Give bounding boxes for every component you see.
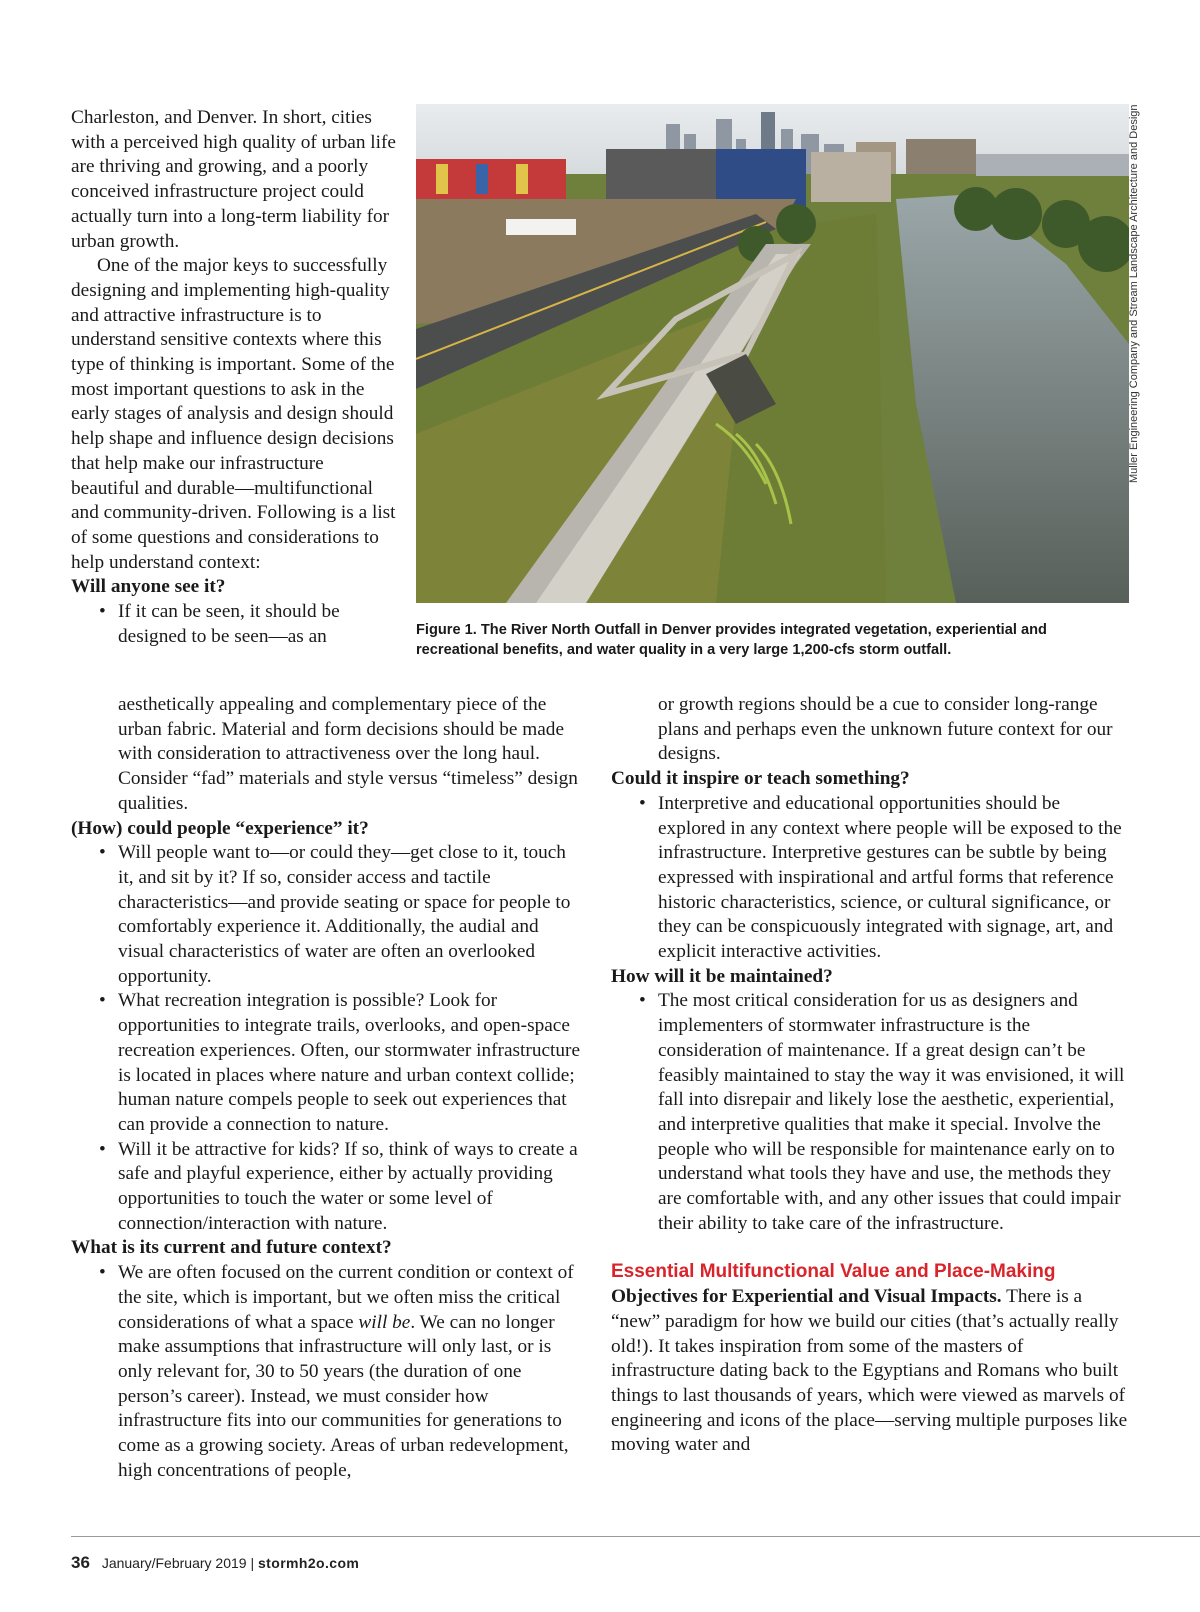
bullet-list-context-continued bbox=[611, 693, 1131, 767]
right-column bbox=[611, 693, 1131, 1458]
paragraph-intro: Charleston, and Denver. In short, cities with a perceived high quality of urban life are thriving and growing, and a poorly conceived infrastructure project could actually turn into a long-term liability for urban growth. bbox=[71, 107, 396, 252]
website-link[interactable]: stormh2o.com bbox=[258, 1555, 360, 1571]
bullet-list-context bbox=[71, 1261, 586, 1483]
bullet-list-see bbox=[71, 600, 396, 649]
heading-context: What is its current and future context? bbox=[71, 1237, 392, 1259]
page-footer bbox=[71, 1553, 359, 1573]
page-number: 36 bbox=[71, 1553, 90, 1572]
heading-experience-it: (How) could people “experience” it? bbox=[71, 817, 369, 839]
bullet-seen: • If it can be seen, it should be designed to be seen—as an bbox=[71, 600, 396, 649]
bullet-seen-continued: aesthetically appealing and complementary piece of the urban fabric. Material and form decisions should be made with consideration to attractiveness over the long haul. Consider “fad” materials and style versus “timeless” design qualities. bbox=[118, 694, 578, 814]
heading-inspire-teach: Could it inspire or teach something? bbox=[611, 768, 910, 790]
paragraph-keys: One of the major keys to successfully designing and implementing high-quality and attractive infrastructure is to understand sensitive contexts where this type of thinking is important. Some of the most important questions to ask in the early stages of analysis and design should help shape and influence design decisions that help make our infrastructure beautiful and durable—multifunctional and community-driven. Following is a list of some questions and considerations to help understand context: bbox=[71, 255, 396, 573]
bullet-list-experience bbox=[71, 841, 586, 1236]
bullet-get-close: • Will people want to—or could they—get close to it, touch it, and sit by it? If so, consider access and tactile characteristics—and provide seating or space for people to comfortably experience it. Additionally, the audial and visual characteristics of water are often an overlooked opportunity. bbox=[71, 841, 586, 989]
bullet-list-see-continued bbox=[71, 693, 586, 817]
figure-caption: Figure 1. The River North Outfall in Denver provides integrated vegetation, experiential and recreational benefits, and water quality in a very large 1,200-cfs storm outfall. bbox=[416, 622, 1047, 658]
heading-will-anyone-see-it: Will anyone see it? bbox=[71, 576, 226, 598]
emphasis-will-be: will be bbox=[358, 1311, 411, 1333]
river-north-outfall-photo bbox=[416, 104, 1129, 603]
bullet-list-inspire bbox=[611, 792, 1131, 965]
photo-credit: Muller Engineering Company and Stream Landscape Architecture and Design bbox=[1128, 104, 1140, 483]
bullet-current-condition-continued: or growth regions should be a cue to consider long-range plans and perhaps even the unknown future context for our designs. bbox=[658, 694, 1113, 765]
bullet-current-condition bbox=[71, 1261, 586, 1483]
bullet-interpretive: • Interpretive and educational opportunities should be explored in any context where people will be exposed to the infrastructure. Interpretive gestures can be subtle by being expressed with inspirational and artful forms that reference historic characteristics, science, or cultural significance, or they can be conspicuously integrated with signage, art, and explicit interactive activities. bbox=[611, 792, 1131, 965]
paragraph-objectives-lead: Objectives for Experiential and Visual Impacts. bbox=[611, 1286, 1002, 1308]
issue-date: January/February 2019 bbox=[101, 1555, 247, 1571]
bullet-maintenance: • The most critical consideration for us as designers and implementers of stormwater infrastructure is the consideration of maintenance. If a great design can’t be feasibly maintained to stay the way it was envisioned, it will fall into disrepair and likely lose the aesthetic, experiential, and interpretive qualities that make it special. Involve the people who will be responsible for maintenance early on to understand what tools they have and use, the methods they are comfortable with, and any other issues that could impair their ability to take care of the infrastructure. bbox=[611, 989, 1131, 1236]
left-column-bottom bbox=[71, 693, 586, 1484]
paragraph-objectives bbox=[611, 1285, 1131, 1458]
footer-divider bbox=[71, 1536, 1200, 1537]
left-column-top bbox=[71, 106, 396, 649]
section-heading: Essential Multifunctional Value and Place-Making bbox=[611, 1261, 1056, 1283]
footer-separator: | bbox=[250, 1555, 255, 1571]
bullet-current-condition-text-b: . We can no longer make assumptions that infrastructure will only last, or is only relevant for, 30 to 50 years (the duration of one person’s career). Instead, we must consider how infrastructure fits into our communities for generations to come as a growing society. Areas of urban redevelopment, high concentrations of people, bbox=[118, 1311, 569, 1481]
bullet-kids: • Will it be attractive for kids? If so, think of ways to create a safe and playful experience, either by actually providing opportunities to touch the water or some level of connection/interaction with nature. bbox=[71, 1138, 586, 1237]
bullet-recreation: • What recreation integration is possible? Look for opportunities to integrate trails, overlooks, and open-space recreation experiences. Often, our stormwater infrastructure is located in places where nature and urban context collide; human nature compels people to seek out experiences that can provide a connection to nature. bbox=[71, 989, 586, 1137]
aerial-photo-illustration bbox=[416, 104, 1129, 603]
bullet-current-condition-text-a: We are often focused on the current condition or context of the site, which is important, but we often miss the critical considerations of what a space bbox=[118, 1262, 574, 1333]
heading-maintained: How will it be maintained? bbox=[611, 965, 833, 987]
paragraph-objectives-text: There is a “new” paradigm for how we build our cities (that’s actually really old!). It takes inspiration from some of the masters of infrastructure dating back to the Egyptians and Romans who built things to last thousands of years, which were viewed as marvels of engineering and icons of the place—serving multiple purposes like moving water and bbox=[611, 1286, 1128, 1456]
bullet-list-maintained bbox=[611, 989, 1131, 1236]
